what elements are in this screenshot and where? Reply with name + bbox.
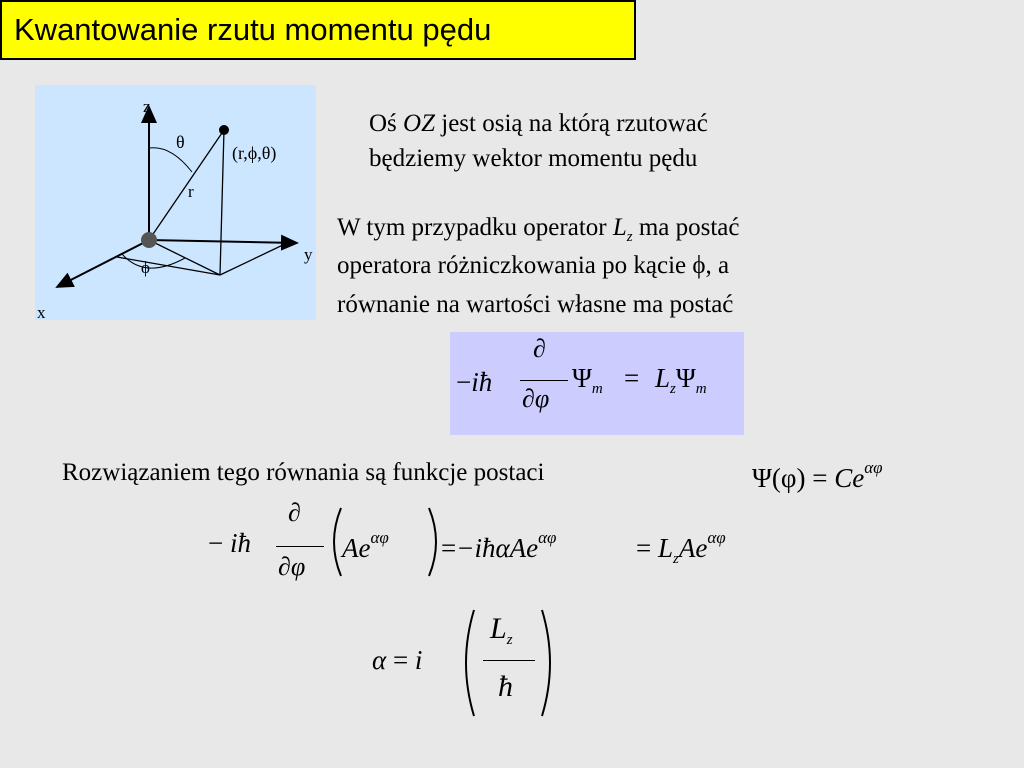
- eq1-fraction-bar: [520, 380, 568, 381]
- eq1-lhs-prefix: −iħ: [456, 367, 493, 397]
- paragraph-3: Rozwiązaniem tego równania są funkcje postaci: [62, 459, 545, 486]
- x-axis: [57, 240, 149, 287]
- eq2-rhs: = $L_zAe^{\alpha\varphi}$: [636, 528, 726, 567]
- eq3-lhs: α = i: [372, 645, 423, 675]
- point-dot: [219, 125, 229, 135]
- eq2-partial-num: ∂: [288, 498, 301, 527]
- r-vector: [149, 130, 224, 240]
- y-label: y: [304, 245, 313, 264]
- x-label: x: [37, 303, 46, 320]
- paragraph-2-line-2: operatora różniczkowania po kącie ϕ, a: [337, 252, 730, 279]
- paragraph-2-line-1: W tym przypadku operator $L_z$ ma postać: [337, 214, 740, 245]
- spherical-coordinates-figure: [35, 85, 316, 320]
- eq1-equals: =: [624, 363, 640, 393]
- phi-arc: [122, 254, 185, 268]
- slide-title: [0, 0, 636, 60]
- r-label: r: [188, 182, 194, 201]
- eigenvalue-equation-box: [450, 332, 744, 435]
- projection-y-link: [220, 243, 287, 275]
- eq2-inner: $Ae^{\alpha\varphi}$: [342, 528, 389, 563]
- eq1-rhs: $L_z\Psi_m$: [655, 363, 707, 397]
- solution-formula: $\Psi(\varphi) = Ce^{\alpha\varphi}$: [752, 458, 883, 493]
- phi-label: ϕ: [141, 258, 150, 277]
- eq1-psi-m: $\Psi_m$: [572, 363, 603, 397]
- theta-arc: [149, 148, 192, 172]
- oz-axis-text: OZ: [403, 110, 436, 137]
- eq3-numerator: $L_z$: [490, 612, 513, 648]
- theta-label: θ: [176, 132, 185, 152]
- paragraph-1-line-2: będziemy wektor momentu pędu: [369, 145, 698, 172]
- y-axis: [149, 240, 297, 243]
- coordinate-diagram: [35, 85, 316, 320]
- eq1-partial-num: ∂: [533, 334, 546, 363]
- projection-x-link: [117, 257, 220, 275]
- point-label: (r,ϕ,θ): [232, 143, 277, 163]
- origin-dot: [141, 232, 157, 248]
- eq2-partial-den: ∂φ: [278, 552, 306, 581]
- eq1-partial-den: ∂φ: [522, 384, 550, 413]
- projection-base: [149, 240, 220, 275]
- eq3-fraction-bar: [483, 660, 535, 661]
- projection-line: [220, 130, 224, 275]
- eq2-prefix: − iħ: [208, 528, 251, 558]
- paragraph-2-line-3: równanie na wartości własne ma postać: [337, 291, 734, 318]
- paragraph-1-line-1: Oś OZ jest osią na którą rzutować: [369, 110, 708, 137]
- z-label: z: [143, 97, 151, 116]
- eq3-denominator: ħ: [498, 670, 513, 703]
- eq2-fraction-bar: [276, 546, 324, 547]
- slide-title-text: Kwantowanie rzutu momentu pędu: [14, 12, 492, 47]
- eq2-middle: =−iħαAe$^{\alpha\varphi}$: [441, 528, 557, 563]
